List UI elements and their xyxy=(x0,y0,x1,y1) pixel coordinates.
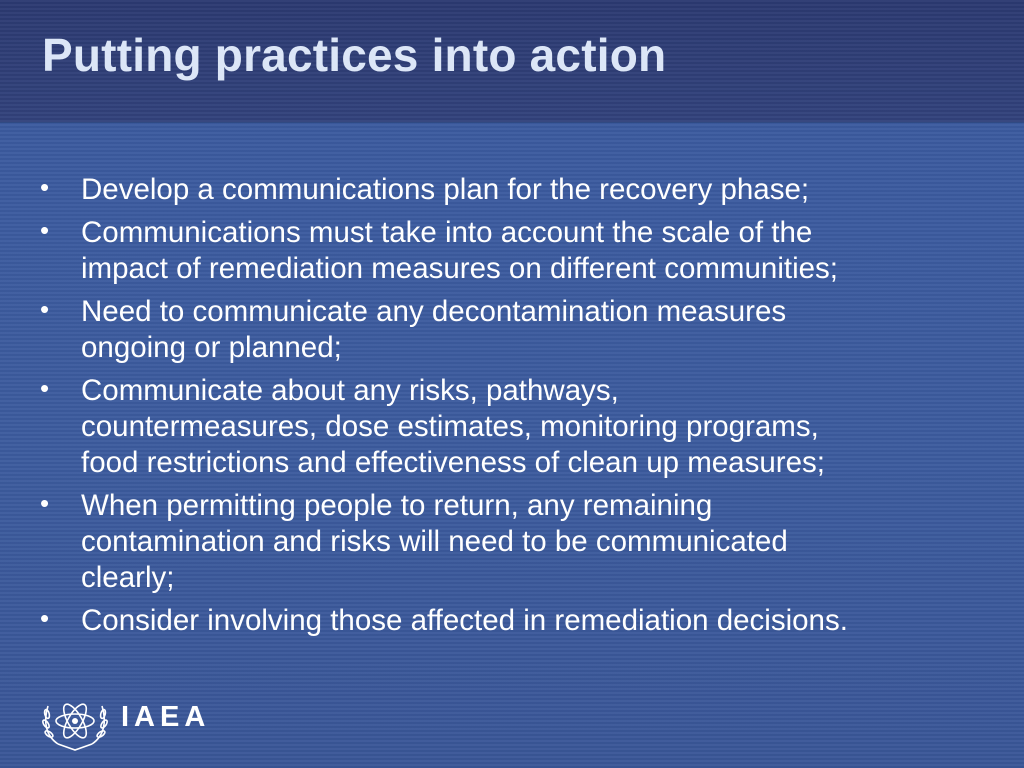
bullet-dot-icon: • xyxy=(40,603,50,633)
title-bar xyxy=(0,0,1024,122)
bullet-text: Consider involving those affected in remediation decisions. xyxy=(81,604,848,637)
bullet-dot-icon: • xyxy=(40,373,50,403)
bullet-text: countermeasures, dose estimates, monitoring programs, xyxy=(81,410,819,443)
bullet-text: ongoing or planned; xyxy=(81,331,342,364)
bullet-item xyxy=(40,215,990,287)
slide-title: Putting practices into action xyxy=(42,29,667,81)
iaea-logo xyxy=(40,688,240,754)
bullet-dot-icon: • xyxy=(40,488,50,518)
bullet-list xyxy=(40,172,990,646)
bullet-text: contamination and risks will need to be communicated xyxy=(81,525,788,558)
bullet-dot-icon: • xyxy=(40,294,50,324)
bullet-text: When permitting people to return, any remaining xyxy=(81,489,713,522)
bullet-text: clearly; xyxy=(81,561,175,594)
bullet-dot-icon: • xyxy=(40,215,50,245)
bullet-text: Communications must take into account the scale of the xyxy=(81,216,813,249)
bullet-text: Develop a communications plan for the recovery phase; xyxy=(81,173,810,206)
bullet-item xyxy=(40,603,990,639)
bullet-item xyxy=(40,294,990,366)
iaea-emblem-icon xyxy=(40,688,110,754)
bullet-text: impact of remediation measures on different communities; xyxy=(81,252,838,285)
bullet-text: food restrictions and effectiveness of clean up measures; xyxy=(81,446,825,479)
logo-text: IAEA xyxy=(121,701,211,733)
bullet-text: Need to communicate any decontamination measures xyxy=(81,295,787,328)
bullet-item xyxy=(40,172,990,208)
bullet-text: Communicate about any risks, pathways, xyxy=(81,374,619,407)
bullet-item xyxy=(40,488,990,596)
bullet-item xyxy=(40,373,990,481)
bullet-dot-icon: • xyxy=(40,172,50,202)
